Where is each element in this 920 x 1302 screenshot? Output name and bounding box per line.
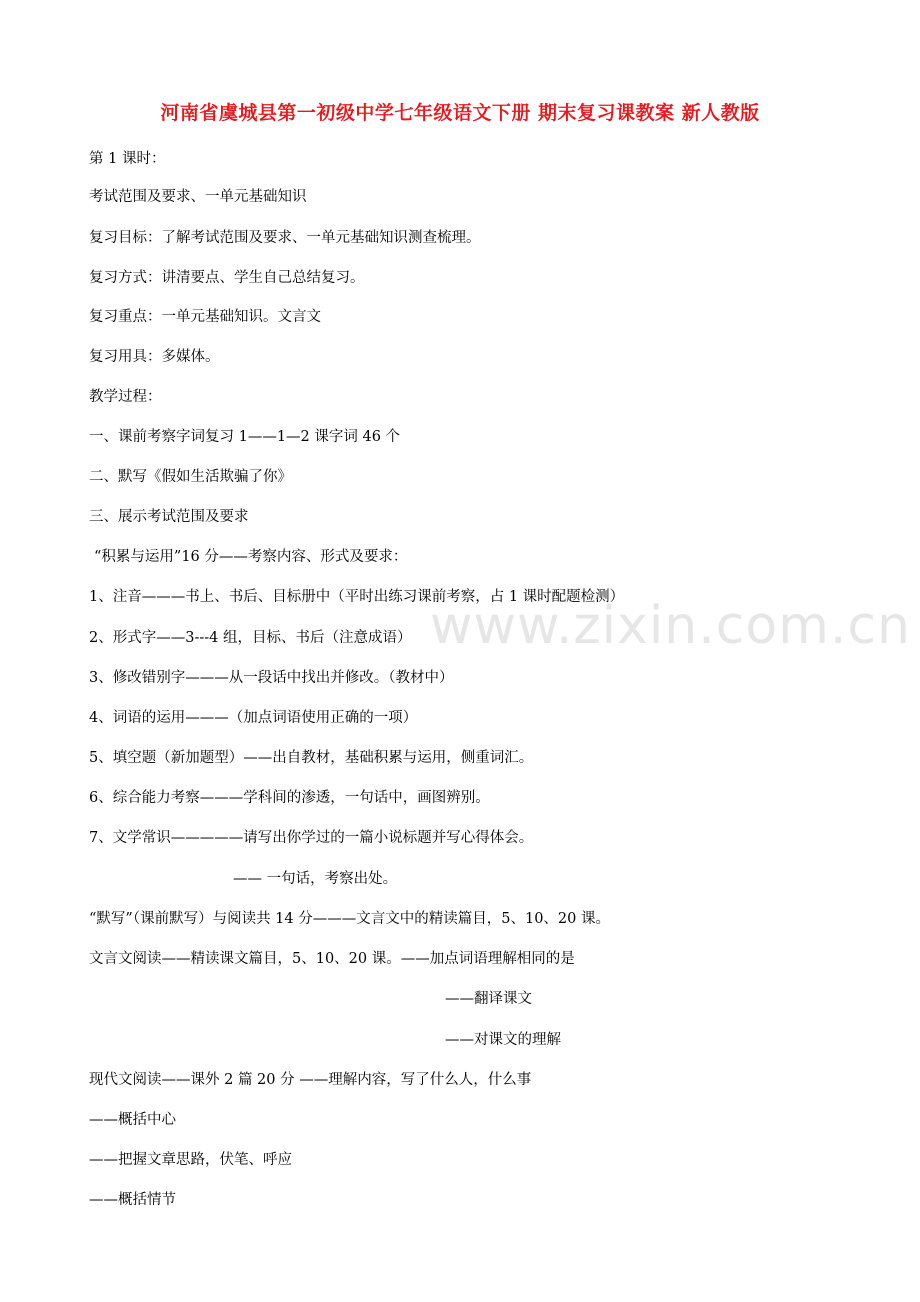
accumulation-section: “积累与运用”16 分——考察内容、形式及要求： bbox=[94, 549, 408, 565]
list-item-3: 3、修改错别字———从一段话中找出并修改。（教材中） bbox=[89, 670, 454, 686]
lesson-topic: 考试范围及要求、一单元基础知识 bbox=[89, 189, 307, 205]
document-title: 河南省虞城县第一初级中学七年级语文下册 期末复习课教案 新人教版 bbox=[160, 102, 760, 124]
dictation-section: “默写”（课前默写）与阅读共 14 分———文言文中的精读篇目，5、10、20 课。 bbox=[89, 911, 610, 927]
list-item-2: 2、形式字——3---4 组，目标、书后（注意成语） bbox=[89, 630, 412, 646]
list-item-7-sub: —— 一句话，考察出处。 bbox=[233, 871, 398, 887]
modern-reading-sub-3: ——概括情节 bbox=[89, 1192, 176, 1208]
list-item-7: 7、文学常识—————请写出你学过的一篇小说标题并写心得体会。 bbox=[89, 830, 534, 846]
review-goal: 复习目标：了解考试范围及要求、一单元基础知识测查梳理。 bbox=[89, 230, 481, 246]
classical-reading-sub-2: ——对课文的理解 bbox=[445, 1032, 561, 1048]
review-focus: 复习重点：一单元基础知识。文言文 bbox=[89, 309, 321, 325]
lesson-number: 第 1 课时： bbox=[89, 151, 166, 167]
step-one: 一、课前考察字词复习 1——1—2 课字词 46 个 bbox=[89, 429, 401, 445]
list-item-4: 4、词语的运用———（加点词语使用正确的一项） bbox=[89, 710, 418, 726]
classical-reading-sub-1: ——翻译课文 bbox=[445, 991, 532, 1007]
step-two: 二、默写《假如生活欺骗了你》 bbox=[89, 469, 292, 485]
classical-reading: 文言文阅读——精读课文篇目，5、10、20 课。——加点词语理解相同的是 bbox=[89, 951, 575, 967]
list-item-5: 5、填空题（新加题型）——出自教材，基础积累与运用，侧重词汇。 bbox=[89, 750, 534, 766]
list-item-6: 6、综合能力考察———学科间的渗透，一句话中，画图辨别。 bbox=[89, 790, 490, 806]
review-method: 复习方式：讲清要点、学生自己总结复习。 bbox=[89, 270, 365, 286]
watermark: www.zixin.com.cn bbox=[430, 596, 911, 656]
teaching-process: 教学过程： bbox=[89, 389, 162, 405]
list-item-1: 1、注音———书上、书后、目标册中（平时出练习课前考察，占 1 课时配题检测） bbox=[89, 589, 625, 605]
modern-reading: 现代文阅读——课外 2 篇 20 分 ——理解内容，写了什么人，什么事 bbox=[89, 1072, 532, 1088]
step-three: 三、展示考试范围及要求 bbox=[89, 509, 249, 525]
modern-reading-sub-1: ——概括中心 bbox=[89, 1112, 176, 1128]
modern-reading-sub-2: ——把握文章思路，伏笔、呼应 bbox=[89, 1152, 292, 1168]
review-tools: 复习用具：多媒体。 bbox=[89, 349, 220, 365]
